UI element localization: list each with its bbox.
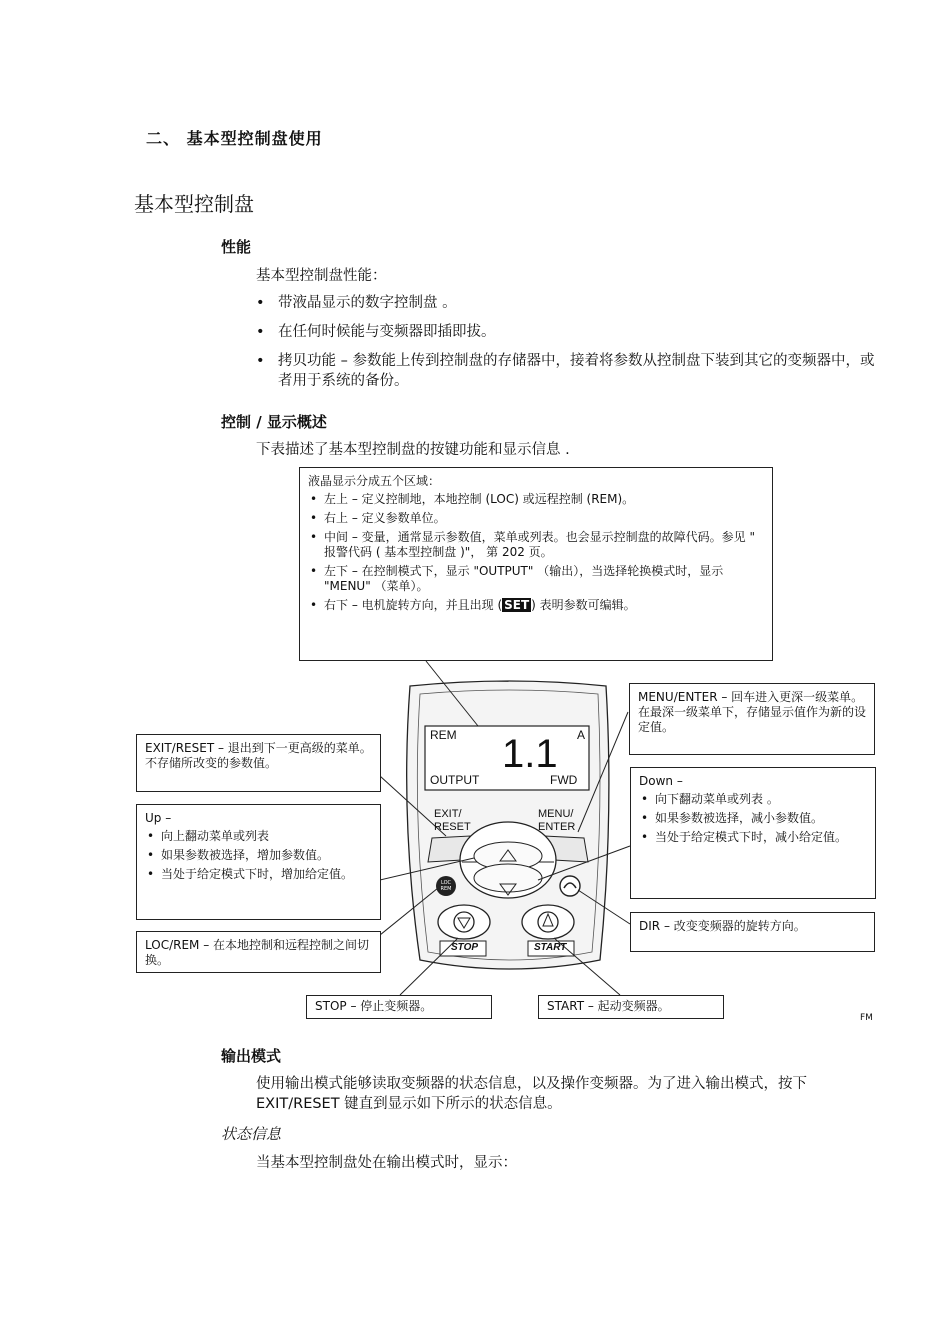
stop-key <box>438 905 490 939</box>
callout-text: – 回车进入更深一级菜单。在最深一级菜单下，存储显示值作为新的设定值。 <box>638 690 867 734</box>
callout-key: DIR <box>639 919 661 933</box>
down-callout <box>630 767 876 899</box>
section-heading: 二、 基本型控制盘使用 <box>146 129 323 148</box>
down-functions-list <box>639 792 867 845</box>
key-label-line: LOC <box>440 880 452 886</box>
callout-title: Down – <box>639 774 683 788</box>
loc-rem-callout <box>136 931 381 973</box>
key-label-line: REM <box>440 886 452 892</box>
list-item: • 当处于给定模式下时，增加给定值。 <box>145 867 372 882</box>
stop-callout <box>306 995 492 1019</box>
callout-key: START <box>547 999 585 1013</box>
list-item: • 左上 – 定义控制地，本地控制 (LOC) 或远程控制 (REM)。 <box>308 492 764 507</box>
key-label-line: ENTER <box>538 821 576 833</box>
key-label-line: EXIT/ <box>434 808 462 820</box>
exit-reset-key-label[interactable] <box>434 808 471 834</box>
output-mode-heading: 输出模式 <box>221 1047 282 1065</box>
list-item: • 向下翻动菜单或列表 。 <box>639 792 867 807</box>
list-item: • 中间 – 变量，通常显示参数值，菜单或列表。也会显示控制盘的故障代码。参见 " 报警代码 ( 基本型控制盘 )"， 第 202 页。 <box>308 530 764 560</box>
list-item: • 如果参数被选择，减小参数值。 <box>639 811 867 826</box>
list-item: • 右上 – 定义参数单位。 <box>308 511 764 526</box>
control-overview-heading: 控制 / 显示概述 <box>221 413 327 431</box>
callout-title: Up – <box>145 811 172 825</box>
callout-key: STOP <box>315 999 347 1013</box>
performance-heading: 性能 <box>221 238 252 256</box>
lcd-unit: A <box>577 728 586 742</box>
callout-key: EXIT/RESET <box>145 741 215 755</box>
status-info-body: 当基本型控制盘处在输出模式时，显示： <box>256 1155 517 1171</box>
list-item: • 左下 – 在控制模式下，显示 "OUTPUT" （输出），当选择轮换模式时，显示 "MENU" （菜单）。 <box>308 564 764 594</box>
lcd-control-location: REM <box>430 728 457 742</box>
output-mode-body: 使用输出模式能够读取变频器的状态信息，以及操作变频器。为了进入输出模式，按下 EXIT/RESET 键直到显示如下所示的状态信息。 <box>256 1076 807 1112</box>
lcd-value: 1.1 <box>502 732 558 776</box>
list-item-text: ) 表明参数可编辑。 <box>531 598 636 612</box>
set-indicator: SET <box>504 598 530 612</box>
list-item: • 当处于给定模式下时，减小给定值。 <box>639 830 867 845</box>
list-item: • 带液晶显示的数字控制盘 。 <box>256 293 880 313</box>
up-functions-list <box>145 829 372 882</box>
lcd-direction: FWD <box>550 773 578 787</box>
callout-text: – 退出到下一更高级的菜单。不存储所改变的参数值。 <box>145 741 372 770</box>
menu-enter-callout <box>629 683 875 755</box>
menu-enter-key-label[interactable] <box>538 808 575 834</box>
up-callout <box>136 804 381 920</box>
callout-text: – 停止变频器。 <box>346 999 433 1013</box>
list-item: • 拷贝功能 – 参数能上传到控制盘的存储器中，接着将参数从控制盘下装到其它的变频器中，或者用于系统的备份。 <box>256 351 880 391</box>
dir-button <box>560 876 580 896</box>
control-overview-intro: 下表描述了基本型控制盘的按键功能和显示信息 . <box>256 442 570 458</box>
main-title: 基本型控制盘 <box>134 192 254 216</box>
exit-reset-callout <box>136 734 381 792</box>
figure-mark: FM <box>860 1013 873 1023</box>
list-item-text: 右下 – 电机旋转方向，并且出现 ( <box>324 598 503 612</box>
callout-text: – 改变变频器的旋转方向。 <box>660 919 806 933</box>
callout-key: MENU/ENTER <box>638 690 718 704</box>
loc-rem-key-label[interactable] <box>439 880 453 892</box>
stop-key-label[interactable]: STOP <box>451 942 479 953</box>
key-label-line: RESET <box>434 821 471 833</box>
list-item: • 如果参数被选择，增加参数值。 <box>145 848 372 863</box>
performance-intro: 基本型控制盘性能： <box>256 268 387 284</box>
lcd-mode: OUTPUT <box>430 773 480 787</box>
dir-callout <box>630 912 875 952</box>
list-item: • 在任何时候能与变频器即插即拔。 <box>256 322 880 342</box>
callout-key: LOC/REM <box>145 938 200 952</box>
list-item: • 向上翻动菜单或列表 <box>145 829 372 844</box>
callout-text: – 在本地控制和远程控制之间切换。 <box>145 938 370 967</box>
start-key-label[interactable]: START <box>534 942 567 953</box>
start-key <box>522 905 574 939</box>
start-callout <box>538 995 724 1019</box>
lcd-box-title: 液晶显示分成五个区域： <box>308 474 441 488</box>
key-label-line: MENU/ <box>538 808 574 820</box>
callout-text: – 起动变频器。 <box>584 999 670 1013</box>
status-info-heading: 状态信息 <box>221 1125 282 1143</box>
